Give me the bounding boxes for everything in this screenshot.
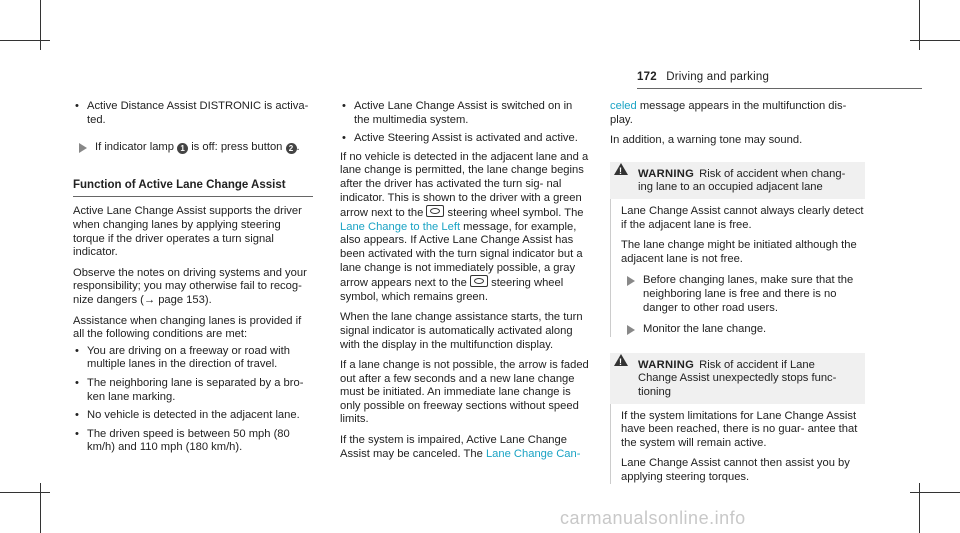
list-item: • The neighboring lane is separated by a bro- ken lane marking. xyxy=(73,377,313,404)
paragraph: Active Lane Change Assist supports the driver when changing lanes by applying steering torque if the driver operates a turn signal indicator. xyxy=(73,205,302,259)
page-number: 172 xyxy=(637,71,657,83)
paragraph: Assistance when changing lanes is provided if all the following conditions are met: xyxy=(73,314,302,341)
list-item: • Active Lane Change Assist is switched on in the multimedia system. xyxy=(340,100,590,127)
step-arrow-icon xyxy=(79,143,87,153)
column-2 xyxy=(340,100,590,468)
section-name: Driving and parking xyxy=(666,71,770,83)
paragraph: Observe the notes on driving systems and your responsibility; you may otherwise fail to recog- nize dangers (→ page 153). xyxy=(73,266,307,306)
warning-header: ! WARNING Risk of accident if Lane Change Assist unexpectedly stops func- tioning xyxy=(610,353,865,404)
warning-body: Lane Change Assist cannot always clearly detect if the adjacent lane is free. The lane change might be initiated although the adjacent lane is not free. Before changing lanes, make sure that the neighboring lane is free and there is no danger to other road users. Monitor the lane change. xyxy=(610,199,865,337)
list-item: • The driven speed is between 50 mph (80 km/h) and 110 mph (180 km/h). xyxy=(73,428,313,455)
header-rule xyxy=(637,88,922,89)
paragraph: celed message appears in the multifunction dis- play. xyxy=(610,100,847,126)
display-message: Lane Change Can- xyxy=(485,447,581,460)
steering-wheel-icon xyxy=(426,205,444,217)
paragraph: When the lane change assistance starts, the turn signal indicator is automatically activated along with the display in the multifunction display. xyxy=(340,311,583,351)
crop-mark xyxy=(0,40,50,41)
warning-block xyxy=(610,162,865,337)
callout-1-icon: 1 xyxy=(177,143,188,154)
crop-mark xyxy=(910,492,960,493)
instruction-step: If indicator lamp 1 is off: press button 2 . xyxy=(73,141,313,155)
crop-mark xyxy=(919,0,920,50)
crop-mark xyxy=(40,483,41,533)
steering-wheel-icon xyxy=(470,275,488,287)
crop-mark xyxy=(910,40,960,41)
page-header xyxy=(637,71,769,83)
watermark: carmanualsonline.info xyxy=(560,508,746,528)
warning-icon xyxy=(614,163,628,175)
crop-mark xyxy=(0,492,50,493)
paragraph: In addition, a warning tone may sound. xyxy=(610,134,803,147)
paragraph: If the system is impaired, Active Lane Change Assist may be canceled. The Lane Change Can- xyxy=(340,434,581,460)
crop-mark xyxy=(40,0,41,50)
crop-mark xyxy=(919,483,920,533)
paragraph: If no vehicle is detected in the adjacent lane and a lane change is permitted, the lane change begins after the driver has activated the turn sig- nal indicator. This is shown to the driver with a green arrow next to the steering wheel symbol. The Lane Change to the Left message, for example, also appears. If Active Lane Change Assist has been activated with the turn signal indicator but a lane change is not immediately possible, a gray arrow appears next to the steering wheel symbol, which remains green. xyxy=(340,150,589,303)
step-arrow-icon xyxy=(627,276,635,286)
paragraph: If a lane change is not possible, the arrow is faded out after a few seconds and a new lane change must be initiated. An immediate lane change is only possible on freeway sections without speed limits. xyxy=(340,359,589,426)
list-item: • You are driving on a freeway or road with multiple lanes in the direction of travel. xyxy=(73,345,313,372)
list-item: • No vehicle is detected in the adjacent lane. xyxy=(73,409,313,423)
list-item: • Active Steering Assist is activated and active. xyxy=(340,132,590,146)
warning-icon xyxy=(614,354,628,366)
column-1 xyxy=(73,100,313,460)
section-title: Function of Active Lane Change Assist xyxy=(73,179,313,198)
list-item: • Active Distance Assist DISTRONIC is activa- ted. xyxy=(73,100,313,127)
display-message: celed xyxy=(610,100,637,112)
display-message: Lane Change to the Left xyxy=(340,220,461,233)
instruction-step: Before changing lanes, make sure that the neighboring lane is free and there is no danger to other road users. xyxy=(621,274,865,315)
warning-header: ! WARNING Risk of accident when chang- ing lane to an occupied adjacent lane xyxy=(610,162,865,199)
step-arrow-icon xyxy=(627,325,635,335)
warning-block xyxy=(610,353,865,485)
callout-2-icon: 2 xyxy=(286,143,297,154)
column-3 xyxy=(610,100,865,484)
instruction-step: Monitor the lane change. xyxy=(621,323,865,337)
warning-body: If the system limitations for Lane Change Assist have been reached, there is no guar- antee that the system will remain active. Lane Change Assist cannot then assist you by applying steering torques. xyxy=(610,404,865,485)
